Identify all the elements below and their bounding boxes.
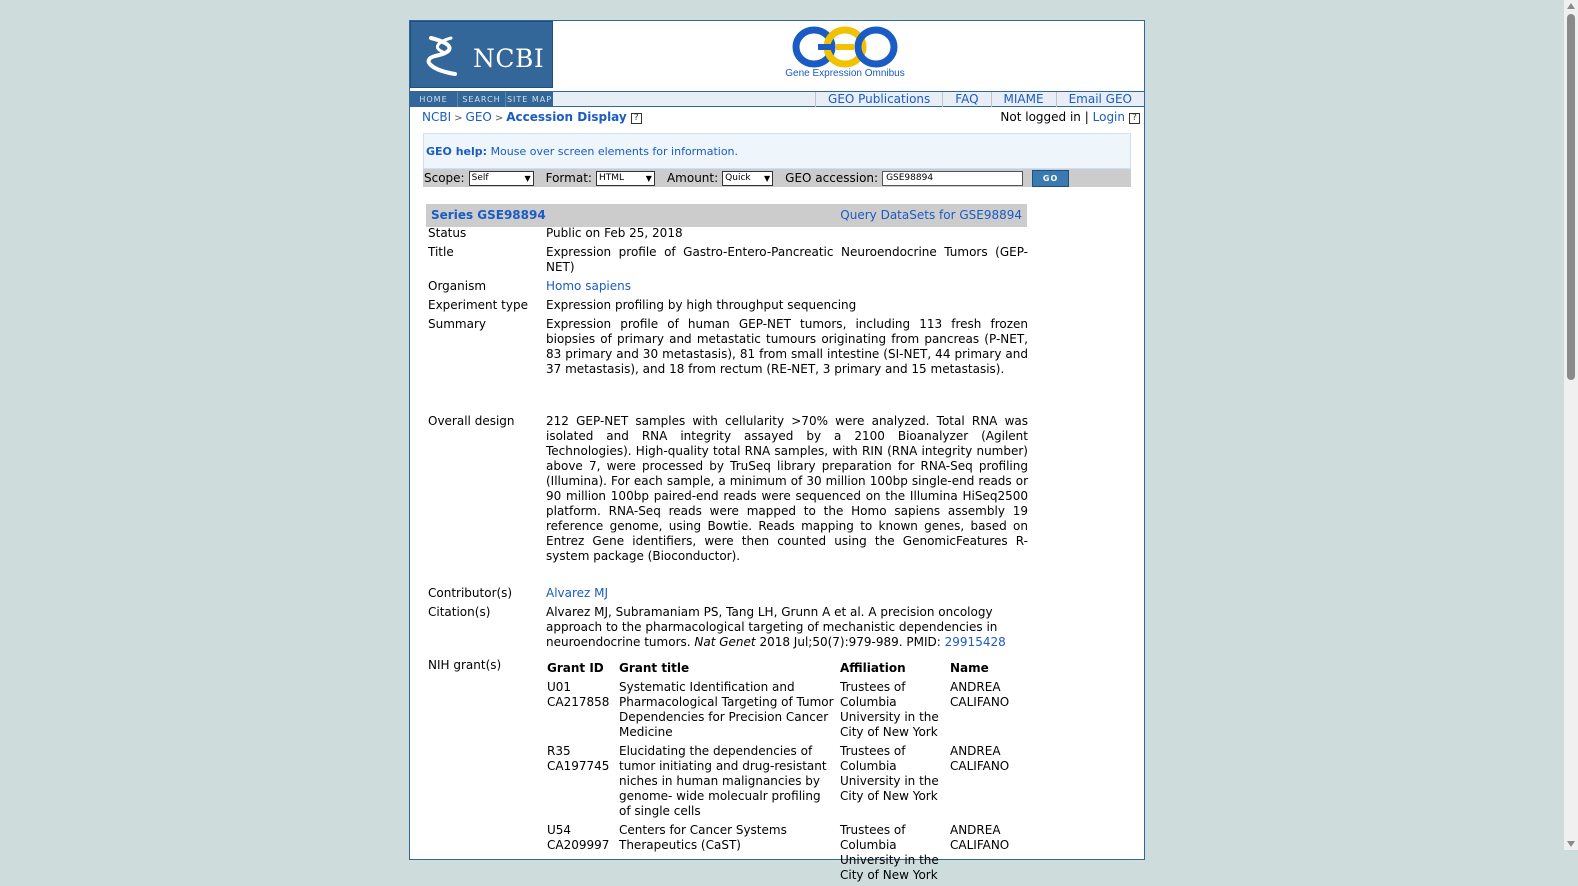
- name-cell: ANDREA CALIFANO: [950, 823, 1010, 852]
- nav-miame-link[interactable]: MIAME: [991, 92, 1056, 107]
- citation-journal: Nat Genet: [694, 635, 756, 649]
- page-container: [409, 20, 1145, 882]
- go-button[interactable]: GO: [1032, 170, 1069, 187]
- grant-id-header: Grant ID: [547, 661, 604, 675]
- help-label: GEO help:: [426, 145, 488, 158]
- nih-grants-label: NIH grant(s): [428, 658, 502, 672]
- help-question-icon[interactable]: ?: [631, 113, 642, 124]
- format-label: Format:: [545, 171, 592, 185]
- citation-label: Citation(s): [428, 605, 491, 619]
- nav-geo-publications-link[interactable]: GEO Publications: [815, 92, 942, 107]
- breadcrumb: [422, 110, 642, 124]
- contributors-label: Contributor(s): [428, 586, 513, 600]
- nav-home-link[interactable]: HOME: [410, 92, 458, 107]
- overall-design-row: [428, 414, 1028, 586]
- query-datasets-link[interactable]: Query DataSets for GSE98894: [840, 208, 1022, 222]
- grant-title-cell: Systematic Identification and Pharmacological Targeting of Tumor Dependencies for Precision Cancer Medicine: [619, 680, 834, 739]
- status-value: Public on Feb 25, 2018: [546, 226, 683, 240]
- geo-logo-mark-icon: [792, 26, 898, 68]
- grant-title-header: Grant title: [619, 661, 690, 675]
- summary-label: Summary: [428, 317, 486, 331]
- login-divider: |: [1084, 110, 1089, 124]
- login-help-question-icon[interactable]: ?: [1129, 113, 1140, 124]
- nav-email-geo-link[interactable]: Email GEO: [1056, 92, 1144, 107]
- affiliation-cell: Trustees of Columbia University in the City of New York: [840, 680, 939, 739]
- status-label: Status: [428, 226, 467, 240]
- pmid-link[interactable]: 29915428: [944, 635, 1006, 649]
- dna-helix-icon: [425, 34, 461, 78]
- geo-nav: [815, 92, 1144, 107]
- nav-search-link[interactable]: SEARCH: [458, 92, 506, 107]
- scroll-up-arrow-icon[interactable]: [1567, 3, 1575, 9]
- series-details: [428, 226, 1028, 886]
- login-link[interactable]: Login: [1092, 110, 1125, 124]
- contributor-link[interactable]: Alvarez MJ: [546, 586, 609, 600]
- breadcrumb-row: [410, 107, 1144, 127]
- series-title[interactable]: Series GSE98894: [431, 208, 546, 222]
- title-value: Expression profile of Gastro-Entero-Pancreatic Neuroendocrine Tumors (GEP-NET): [546, 245, 1028, 274]
- title-row: [428, 245, 1028, 279]
- accession-label: GEO accession:: [785, 171, 879, 185]
- format-select-value: HTML: [598, 173, 624, 183]
- scrollbar-thumb[interactable]: [1567, 14, 1575, 380]
- experiment-type-value: Expression profiling by high throughput sequencing: [546, 298, 857, 312]
- amount-select-value: Quick: [725, 173, 751, 183]
- login-status: Not logged in: [1000, 110, 1081, 124]
- nav-bar: [410, 91, 1144, 107]
- geo-help-box: [423, 133, 1131, 169]
- scroll-down-arrow-icon[interactable]: [1567, 841, 1575, 847]
- nav-site-map-link[interactable]: SITE MAP: [506, 95, 553, 104]
- name-cell: ANDREA CALIFANO: [950, 744, 1010, 773]
- table-row: [546, 822, 1021, 884]
- query-bar: [423, 169, 1131, 187]
- amount-select[interactable]: [722, 171, 773, 186]
- series-header: [426, 204, 1027, 227]
- affiliation-cell: Trustees of Columbia University in the City of New York: [840, 823, 939, 882]
- overall-design-value: 212 GEP-NET samples with cellularity >70% were analyzed. Total RNA was isolated and RNA integrity assayed by a 2100 Bioanalyzer (Agilent Technologies). High-quality total RNA samples, with RIN (RNA integrity number) above 7, were processed by TruSeq library preparation for RNA-Seq profiling (Illumina). For each sample, a minimum of 30 million 100bp single-end reads or 90 million 100bp paired-end reads were sequenced on the Illumina HiSeq2500 platform. RNA-Seq reads were mapped to the Homo sapiens assembly 19 reference genome, using Bowtie. Reads mapping to known genes, based on Entrez Gene identifiers, were then counted using the GenomicFeatures R-system package (Bioconductor).: [546, 414, 1028, 563]
- affiliation-cell: Trustees of Columbia University in the City of New York: [840, 744, 939, 803]
- chevron-down-icon: ▼: [524, 173, 531, 183]
- login-area: [1000, 110, 1140, 124]
- grant-id-cell: R35 CA197745: [547, 744, 610, 773]
- breadcrumb-current: Accession Display: [506, 110, 627, 124]
- scope-select-value: Self: [471, 173, 489, 183]
- amount-label: Amount:: [666, 171, 719, 185]
- summary-row: [428, 317, 1028, 414]
- ncbi-nav: [410, 92, 553, 107]
- summary-value: Expression profile of human GEP-NET tumors, including 113 fresh frozen biopsies of primary and metastatic tumours originating from pancreas (P-NET, 83 primary and 30 metastasis), 81 from small intestine (SI-NET, 44 primary and 37 metastasis), and 18 from rectum (RE-NET, 3 primary and 15 metastasis).: [546, 317, 1028, 376]
- grant-title-cell: Centers for Cancer Systems Therapeutics (CaST): [619, 823, 787, 852]
- experiment-type-label: Experiment type: [428, 298, 528, 312]
- breadcrumb-separator: >: [494, 113, 504, 124]
- contributors-row: [428, 586, 1028, 605]
- nih-grants-row: [428, 658, 1028, 886]
- breadcrumb-ncbi-link[interactable]: NCBI: [422, 110, 452, 124]
- grants-table: [543, 658, 1024, 886]
- scope-label: Scope:: [424, 171, 465, 185]
- ncbi-logo[interactable]: [410, 21, 553, 88]
- site-header: [410, 21, 1144, 91]
- citation-row: [428, 605, 1028, 658]
- name-cell: ANDREA CALIFANO: [950, 680, 1010, 709]
- chevron-down-icon: ▼: [764, 173, 771, 183]
- organism-link[interactable]: Homo sapiens: [546, 279, 632, 293]
- accession-input[interactable]: GSE98894: [882, 171, 1023, 186]
- status-row: [428, 226, 1028, 245]
- nav-faq-link[interactable]: FAQ: [942, 92, 990, 107]
- help-text: Mouse over screen elements for information.: [490, 145, 739, 158]
- scope-select[interactable]: [469, 171, 534, 186]
- overall-design-label: Overall design: [428, 414, 515, 428]
- geo-tagline: Gene Expression Omnibus: [785, 68, 905, 79]
- chevron-down-icon: ▼: [645, 173, 652, 183]
- affiliation-header: Affiliation: [840, 661, 906, 675]
- ncbi-logo-text: NCBI: [473, 44, 545, 73]
- name-header: Name: [950, 661, 989, 675]
- organism-label: Organism: [428, 279, 487, 293]
- table-row: [546, 679, 1021, 741]
- experiment-type-row: [428, 298, 1028, 317]
- geo-logo[interactable]: [780, 26, 910, 86]
- title-label: Title: [428, 245, 454, 259]
- grants-header-row: [546, 660, 1021, 677]
- citation-ref: 2018 Jul;50(7):979-989. PMID:: [759, 635, 941, 649]
- vertical-scrollbar[interactable]: [1564, 0, 1578, 850]
- organism-row: [428, 279, 1028, 298]
- grant-id-cell: U01 CA217858: [547, 680, 610, 709]
- citation-text: Alvarez MJ, Subramaniam PS, Tang LH, Grunn A et al. A precision oncology approach to the pharmacological targeting of mechanistic dependencies in neuroendocrine tumors.: [546, 605, 998, 649]
- breadcrumb-geo-link[interactable]: GEO: [465, 110, 492, 124]
- citation-value: [546, 605, 1028, 650]
- format-select[interactable]: [596, 171, 655, 186]
- grant-id-cell: U54 CA209997: [547, 823, 610, 852]
- table-row: [546, 743, 1021, 820]
- grant-title-cell: Elucidating the dependencies of tumor initiating and drug-resistant niches in human malignancies by genome- wide molecualr profiling of single cells: [619, 744, 827, 818]
- breadcrumb-separator: >: [454, 113, 463, 124]
